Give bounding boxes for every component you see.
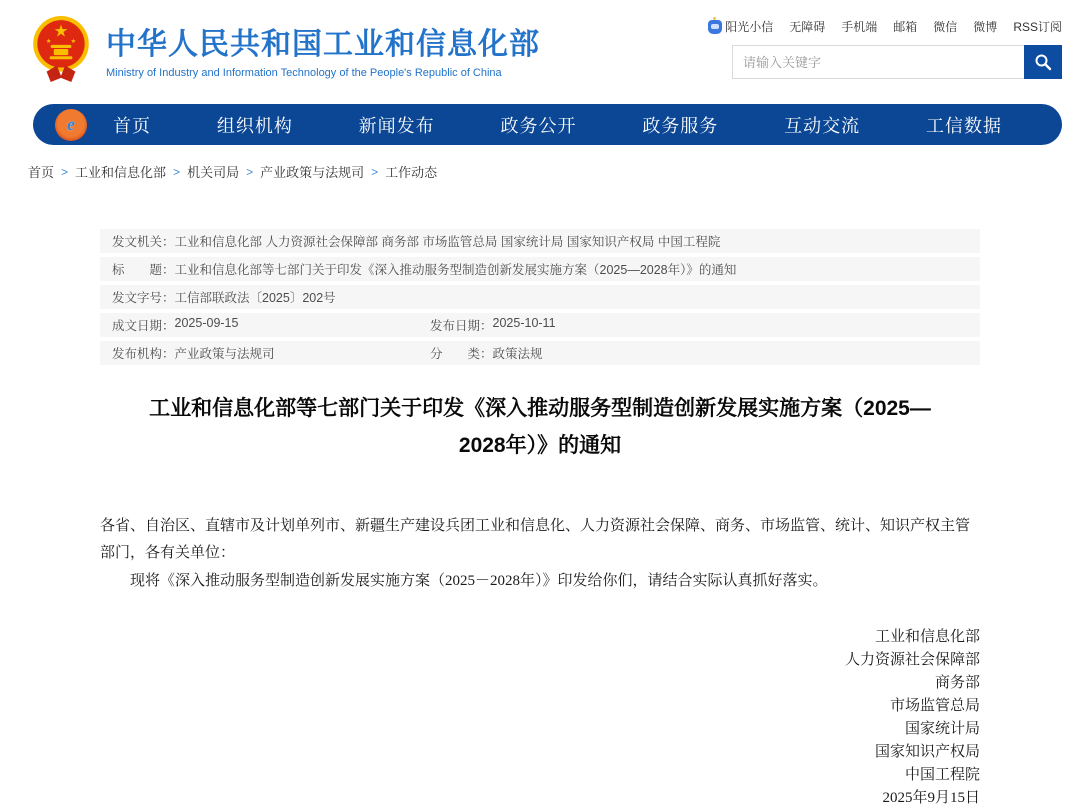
signature-org: 工业和信息化部 [874,628,980,645]
nav-item-home[interactable]: 首页 [113,115,151,136]
site-title: 中华人民共和国工业和信息化部 [106,28,540,61]
meta-value: 产业政策与法规司 [174,347,275,361]
article-body [100,513,980,596]
assistant-robot-icon [708,20,722,34]
breadcrumb-work-updates[interactable]: 工作动态 [385,165,438,180]
site-brand[interactable] [28,14,540,84]
signature-org: 人力资源社会保障部 [844,651,980,668]
header-quick-links [708,18,1062,35]
document-content [100,229,980,810]
meta-value: 工业和信息化部 人力资源社会保障部 商务部 市场监管总局 国家统计局 国家知识产权局 中国工程院 [174,235,721,249]
meta-value: 工信部联政法〔2025〕202号 [174,291,336,305]
search-input[interactable] [732,45,1024,79]
breadcrumb-policy-dept[interactable]: 产业政策与法规司 [260,165,365,180]
meta-row-org-category [100,341,980,365]
nav-item-gov-info[interactable]: 政务公开 [500,115,577,136]
article-paragraph-salutation: 各省、自治区、直辖市及计划单列市、新疆生产建设兵团工业和信息化、人力资源社会保障、商务、市场监管、统计、知识产权主管部门，各有关单位： [100,517,971,562]
breadcrumb-departments[interactable]: 机关司局 [187,165,240,180]
breadcrumb-home[interactable]: 首页 [28,165,55,180]
signature-org: 市场监管总局 [889,697,980,714]
meta-label: 发布日期： [430,319,493,333]
signature-org: 商务部 [934,674,980,691]
breadcrumb-miit[interactable]: 工业和信息化部 [75,165,167,180]
breadcrumb-separator: > [371,164,379,179]
article-paragraph-main: 现将《深入推动服务型制造创新发展实施方案（2025－2028年）》印发给你们，请结合实际认真抓好落实。 [130,573,828,589]
meta-label: 标 题： [112,263,175,277]
main-nav [33,104,1062,145]
meta-value: 2025-09-15 [174,316,239,330]
meta-value: 2025-10-11 [492,316,556,330]
national-emblem-icon [28,14,94,84]
svg-text:★: ★ [70,37,77,45]
quick-link-wechat[interactable]: 微信 [933,20,958,34]
quick-link-label: 阳光小信 [725,20,774,34]
nav-item-interaction[interactable]: 互动交流 [784,115,861,136]
site-header [0,0,1080,100]
breadcrumb-separator: > [61,164,69,179]
signature-org: 中国工程院 [904,766,980,783]
article-title: 工业和信息化部等七部门关于印发《深入推动服务型制造创新发展实施方案（2025—2028年）》的通知 [149,397,931,457]
nav-item-organization[interactable]: 组织机构 [216,115,293,136]
quick-link-accessibility[interactable]: 无障碍 [789,20,826,34]
site-subtitle: Ministry of Industry and Information Technology of the People's Republic of China [106,67,502,79]
meta-value: 政策法规 [492,347,543,361]
meta-label: 成文日期： [112,319,175,333]
search-icon [1034,53,1052,71]
meta-row-dates [100,313,980,337]
signature-block [100,626,980,810]
quick-link-sunshine-assistant[interactable] [708,18,773,35]
meta-label: 发文机关： [112,235,175,249]
breadcrumb-separator: > [173,164,181,179]
search-bar [732,45,1062,79]
meta-label: 发布机构： [112,347,175,361]
quick-link-mobile[interactable]: 手机端 [841,20,878,34]
svg-text:★: ★ [53,22,69,41]
nav-item-news[interactable]: 新闻发布 [358,115,435,136]
miit-gear-logo-icon: e [55,109,87,141]
quick-link-weibo[interactable]: 微博 [973,20,998,34]
search-button[interactable] [1024,45,1062,79]
meta-row-title [100,257,980,281]
breadcrumb-separator: > [246,164,254,179]
meta-label: 发文字号： [112,291,175,305]
signature-org: 国家统计局 [904,720,980,737]
breadcrumb [28,162,1080,181]
signature-date: 2025年9月15日 [882,789,980,806]
quick-link-mail[interactable]: 邮箱 [893,20,918,34]
meta-value: 工业和信息化部等七部门关于印发《深入推动服务型制造创新发展实施方案（2025—2028年）》的通知 [174,263,737,277]
quick-link-rss[interactable]: RSS订阅 [1013,20,1062,34]
meta-row-doc-number [100,285,980,309]
meta-row-issuing-org [100,229,980,253]
nav-item-miit-data[interactable]: 工信数据 [925,115,1002,136]
nav-item-gov-services[interactable]: 政务服务 [642,115,719,136]
signature-org: 国家知识产权局 [874,743,980,760]
svg-text:★: ★ [45,37,52,45]
meta-label: 分 类： [430,347,493,361]
